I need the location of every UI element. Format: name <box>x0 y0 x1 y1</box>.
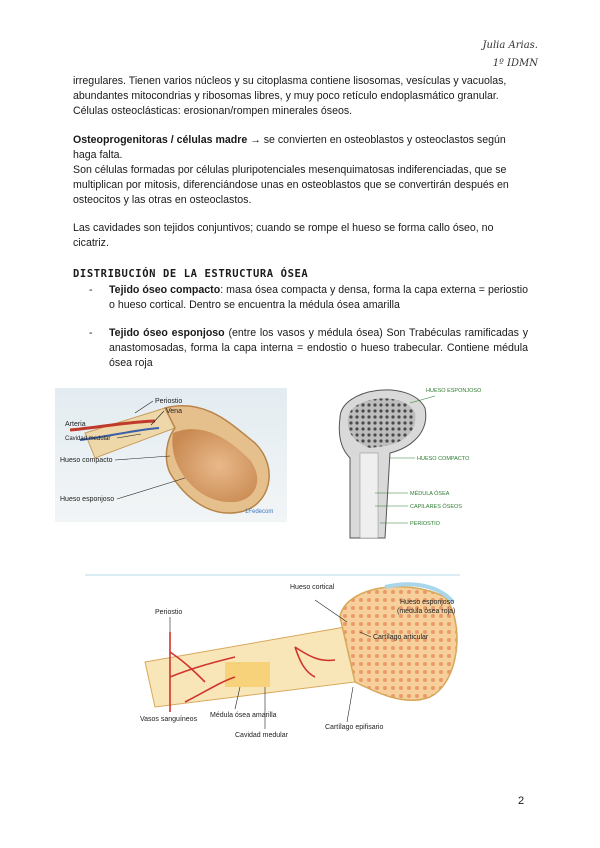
label-periostio-2: PERIOSTIO <box>410 521 440 527</box>
page-number: 2 <box>518 795 525 807</box>
label-hueso-esponjoso: Hueso esponjoso <box>60 496 115 503</box>
watermark: 1Fedecom <box>245 509 274 515</box>
figure-femur-head <box>330 378 510 540</box>
label-cavidad-medular-3: Cavidad medular <box>235 732 288 739</box>
label-medula-osea: MÉDULA ÓSEA <box>410 491 450 497</box>
label-periostio: Periostio <box>155 398 183 405</box>
paragraph-line: Células osteoclásticas: erosionan/rompen minerales óseos. <box>73 105 353 117</box>
label-cartilago-epifisario: Cartílago epifisario <box>325 724 384 731</box>
label-arteria: Arteria <box>65 421 86 428</box>
label-periostio-3: Periostio <box>155 609 183 616</box>
yellow-marrow <box>225 662 270 687</box>
medullary-cavity <box>360 453 378 538</box>
label-medula-amarilla: Médula ósea amarilla <box>210 712 277 719</box>
paragraph-text: Las cavidades son tejidos conjuntivos; cuando se rompe el hueso se forma callo óseo, no cicatriz. <box>73 222 494 249</box>
figure-bone-anatomy <box>85 572 475 744</box>
paragraph-osteoprogenitoras <box>73 133 528 163</box>
label-hueso-esponjoso-2: HUESO ESPONJOSO <box>426 388 482 394</box>
label-hueso-compacto: Hueso compacto <box>60 457 113 464</box>
paragraph-text: Son células formadas por células pluripotenciales mesenquimatosas indiferenciadas, que se multiplican por mitosis, diferenciándose unas en osteoblastos que se convertirán después en osteocitos y las otras en osteoclastos. <box>73 164 509 206</box>
paragraph-line: irregulares. Tienen varios núcleos y su citoplasma contiene lisosomas, vesículas y vacuolas, <box>73 75 507 87</box>
label-hueso-esponjoso-3: Hueso esponjoso <box>400 599 455 606</box>
bullet-text: (entre los vasos y médula ósea) Son Trabéculas ramificadas y anastomosadas, forma la capa interna = endostio o hueso trabecular. Contiene médula ósea roja <box>109 327 529 369</box>
section-heading: DISTRIBUCIÓN DE LA ESTRUCTURA ÓSEA <box>73 268 309 280</box>
figure-bone-cross-section <box>55 388 287 522</box>
paragraph-text: → se convierten en osteoblastos y osteoclastos según haga falta. <box>73 134 506 161</box>
bullet-item <box>109 326 528 371</box>
label-hueso-cortical: Hueso cortical <box>290 584 335 591</box>
label-vena: Vena <box>166 408 182 415</box>
label-cartilago-articular: Cartílago articular <box>373 634 429 641</box>
bullet-marker: - <box>89 327 93 339</box>
paragraph-line: abundantes mitocondrias y ribosomas libres, y muy poco retículo endoplasmático granular. <box>73 90 499 102</box>
term-osteoprogenitoras: Osteoprogenitoras / células madre <box>73 134 248 146</box>
label-medula-roja: (médula ósea roja) <box>397 608 456 615</box>
author-name: Julia Arias. <box>482 40 538 51</box>
label-capilares-oseos: CAPILARES ÓSEOS <box>410 504 462 510</box>
bullet-item <box>109 283 528 313</box>
bullet-term: Tejido óseo esponjoso <box>109 327 225 339</box>
course-label: 1º IDMN <box>492 58 538 69</box>
bullet-text: : masa ósea compacta y densa, forma la capa externa = periostio o hueso cortical. Dentro se encuentra la médula ósea amarilla <box>109 284 528 311</box>
label-vasos-sanguineos: Vasos sanguíneos <box>140 716 198 723</box>
bullet-marker: - <box>89 284 93 296</box>
label-hueso-compacto-2: HUESO COMPACTO <box>417 456 470 462</box>
bullet-term: Tejido óseo compacto <box>109 284 221 296</box>
label-cavidad-medular: Cavidad medular <box>65 436 111 442</box>
